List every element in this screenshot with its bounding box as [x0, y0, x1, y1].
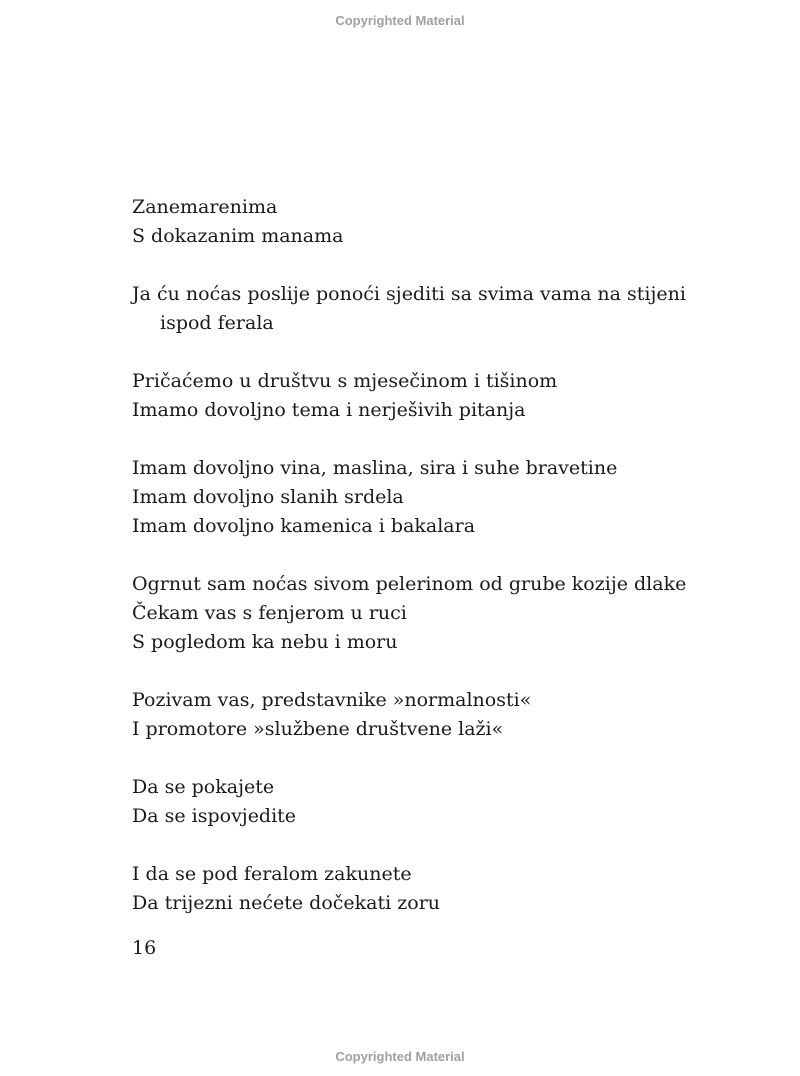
- poem-line: Imamo dovoljno tema i nerješivih pitanja: [132, 399, 526, 421]
- copyright-watermark-bottom: Copyrighted Material: [335, 1049, 465, 1064]
- stanza: [132, 773, 692, 831]
- poem-line: Pričaćemo u društvu s mjesečinom i tišinom: [132, 370, 558, 392]
- poem-line: I promotore »službene društvene laži«: [132, 718, 504, 740]
- stanza: [132, 860, 692, 918]
- poem-line: Zanemarenima: [132, 196, 278, 218]
- stanza: [132, 367, 692, 425]
- stanza: [132, 454, 692, 541]
- poem-line: Imam dovoljno kamenica i bakalara: [132, 515, 476, 537]
- poem-line-continuation: ispod ferala: [160, 312, 274, 334]
- stanza: [132, 193, 692, 251]
- stanza: [132, 280, 692, 338]
- poem-line: Da trijezni nećete dočekati zoru: [132, 892, 441, 914]
- poem-line: S dokazanim manama: [132, 225, 344, 247]
- poem-line: Imam dovoljno slanih srdela: [132, 486, 404, 508]
- poem-line: Ja ću noćas poslije ponoći sjediti sa svima vama na stijeni: [132, 283, 686, 305]
- poem-line: Pozivam vas, predstavnike »normalnosti«: [132, 689, 532, 711]
- stanza: [132, 686, 692, 744]
- page-number: 16: [132, 937, 157, 959]
- poem-line: S pogledom ka nebu i moru: [132, 631, 398, 653]
- poem-body: [132, 193, 692, 947]
- poem-line: Da se ispovjedite: [132, 805, 297, 827]
- copyright-watermark-top: Copyrighted Material: [335, 13, 465, 28]
- poem-line: Imam dovoljno vina, maslina, sira i suhe bravetine: [132, 457, 618, 479]
- poem-line: I da se pod feralom zakunete: [132, 863, 412, 885]
- poem-line: Čekam vas s fenjerom u ruci: [132, 602, 407, 624]
- poem-line: Ogrnut sam noćas sivom pelerinom od grube kozije dlake: [132, 573, 687, 595]
- stanza: [132, 570, 692, 657]
- poem-line: Da se pokajete: [132, 776, 275, 798]
